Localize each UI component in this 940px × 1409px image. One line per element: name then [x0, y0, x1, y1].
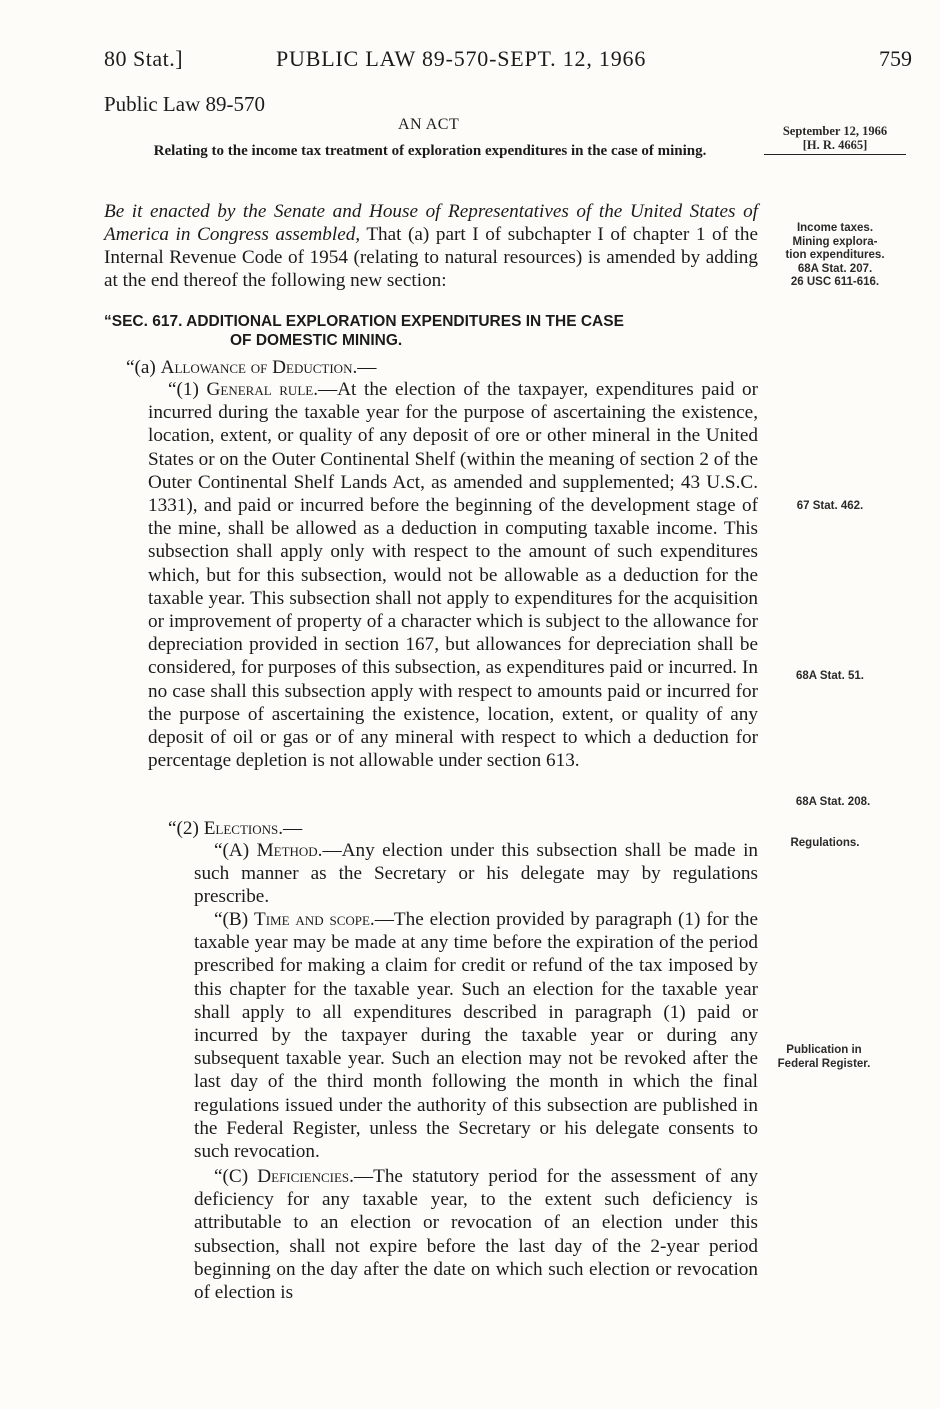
paragraph-2-dash: — [283, 818, 303, 839]
margin-publication-line: Federal Register. [777, 1058, 871, 1070]
subparagraph-c-title: Deficiencies. [257, 1166, 354, 1187]
an-act-heading: AN ACT [398, 116, 460, 133]
margin-income-line: 26 USC 611-616. [790, 276, 880, 288]
subparagraph-b-text: —The election provided by paragraph (1) for the taxable year may be made at any time before the expiration of the period prescribed for making a claim for credit or refund of the tax imposed by this chapter for the taxable year. Such an election for the taxable year shall apply to all expenditures described in paragraph (1) paid or incurred by the taxpayer during the taxable year or during any subsequent taxable year. Such an election may not be revoked after the last day of the third month following the month in which the final regulations issued under the authority of this subsection are published in the Federal Register, unless the Secretary or his delegate consents to such revocation. [194, 909, 758, 1163]
subparagraph-a-label: “(A) [214, 840, 250, 861]
paragraph-1-title: General rule. [206, 379, 318, 400]
subparagraph-a-title: Method. [256, 840, 323, 861]
margin-publication-note [754, 1043, 894, 1071]
subparagraph-b-label: “(B) [214, 909, 249, 930]
section-heading-line1: “SEC. 617. ADDITIONAL EXPLORATION EXPENDITURES IN THE CASE [104, 313, 624, 330]
margin-divider [764, 154, 906, 155]
subparagraph-c-label: “(C) [214, 1166, 249, 1187]
page-number: 759 [879, 46, 912, 71]
subparagraph-c [194, 1165, 758, 1304]
margin-stat-67: 67 Stat. 462. [796, 500, 864, 512]
paragraph-2-label: “(2) [168, 818, 199, 839]
margin-income-note [766, 222, 904, 290]
margin-regulations: Regulations. [790, 837, 860, 849]
subsection-a-title: Allowance of Deduction. [160, 357, 358, 378]
subparagraph-a [194, 839, 758, 909]
subparagraph-b [194, 908, 758, 1163]
bill-number: [H. R. 4665] [802, 138, 868, 152]
subsection-a [126, 356, 756, 379]
law-title-header: PUBLIC LAW 89-570-SEPT. 12, 1966 [276, 46, 647, 71]
act-title: Relating to the income tax treatment of exploration expenditures in the case of mining. [153, 143, 707, 159]
enacting-formula: Be it enacted by the Senate and House of Representatives of the United States of America in Congress assembled, [104, 201, 758, 245]
margin-income-line: tion expenditures. [785, 249, 885, 261]
margin-stat-68a-51: 68A Stat. 51. [796, 670, 864, 682]
enacting-text: That (a) part I of subchapter I of chapter 1 of the Internal Revenue Code of 1954 (relating to natural resources) is amended by adding at the end thereof the following new section: [104, 224, 758, 291]
subparagraph-a-text: —Any election under this subsection shall be made in such manner as the Secretary or his delegate may by regulations prescribe. [194, 840, 759, 908]
public-law-number: Public Law 89-570 [104, 92, 265, 116]
enactment-date: September 12, 1966 [782, 124, 888, 138]
margin-publication-line: Publication in [786, 1044, 862, 1056]
paragraph-1-label: “(1) [168, 379, 199, 400]
margin-income-line: Income taxes. [796, 222, 874, 234]
subsection-a-label: “(a) [126, 357, 156, 378]
volume-reference: 80 Stat.] [104, 46, 184, 71]
section-heading-line2: OF DOMESTIC MINING. [230, 332, 403, 349]
subparagraph-c-text: —The statutory period for the assessment of any deficiency for any taxable year, to the extent such deficiency is attributable to an election or revocation of an election under this subsection, shall not expire before the last day of the 2-year period beginning on the day after the date on which such election or revocation of election is [194, 1166, 759, 1304]
running-header [104, 46, 912, 78]
section-heading [104, 312, 758, 350]
subparagraph-b-title: Time and scope. [253, 909, 375, 930]
paragraph-2 [148, 817, 758, 840]
margin-date-note [766, 124, 904, 152]
enacting-clause [104, 200, 758, 292]
margin-stat-68a-208: 68A Stat. 208. [795, 796, 871, 808]
paragraph-2-title: Elections. [203, 818, 284, 839]
margin-income-line: 68A Stat. 207. [797, 262, 873, 275]
subsection-a-dash: — [357, 357, 377, 378]
paragraph-1-text: —At the election of the taxpayer, expenditures paid or incurred during the taxable year for the purpose of ascertaining the existence, location, extent, or quality of any deposit of ore or other mineral in the United States or on the Outer Continental Shelf (within the meaning of section 2 of the Outer Continental Shelf Lands Act, as amended and supplemented; 43 U.S.C. 1331), and paid or incurred before the beginning of the development stage of the mine, shall be allowed as a deduction in computing taxable income. This subsection shall apply only with respect to the amount of such expenditures which, but for this subsection, would not be allowable as a deduction for the taxable year. This subsection shall not apply to expenditures for the acquisition or improvement of property of a character which is subject to the allowance for depreciation provided in section 167, but allowances for depreciation shall be considered, for purposes of this subsection, as expenditures paid or incurred. In no case shall this subsection apply with respect to amounts paid or incurred for the purpose of ascertaining the existence, location, extent, or quality of any deposit of oil or gas or of any mineral with respect to which a deduction for percentage depletion is not allowable under section 613. [148, 379, 759, 772]
paragraph-1 [148, 378, 758, 772]
margin-income-line: Mining explora- [792, 235, 878, 248]
